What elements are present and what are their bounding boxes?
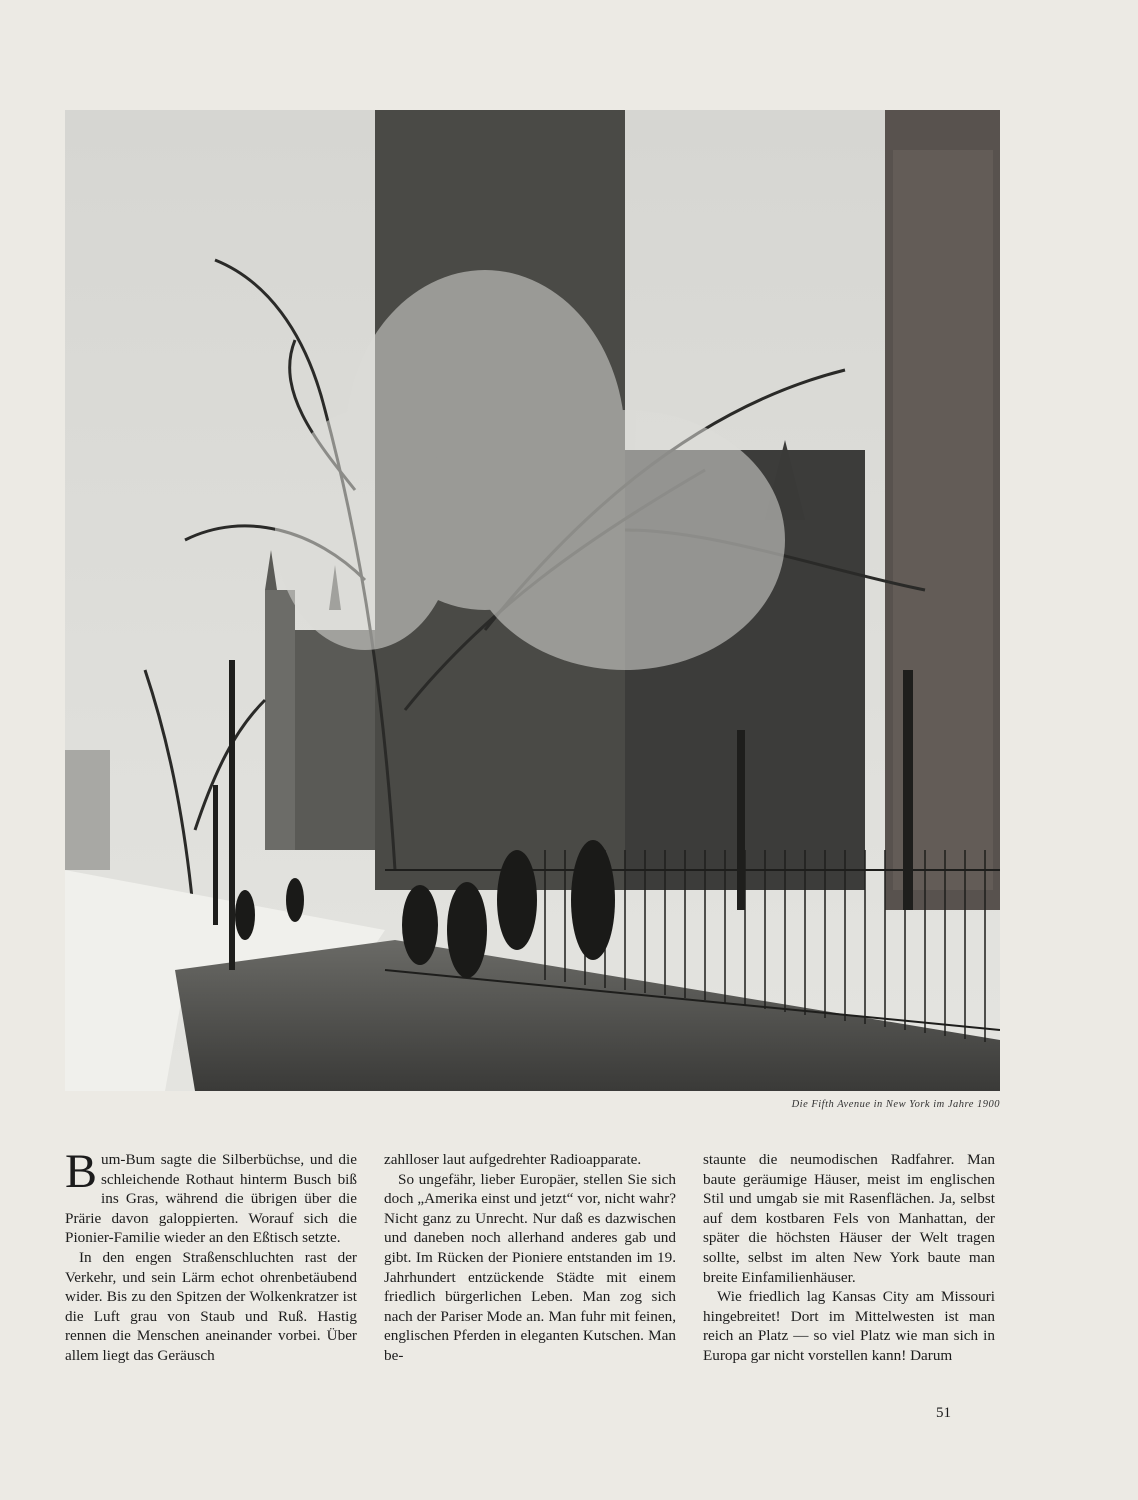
- text-column-3: [703, 1150, 995, 1366]
- paragraph: So ungefähr, lieber Europäer, stellen Sie sich doch „Amerika einst und jetzt“ vor, nicht wahr? Nicht ganz zu Unrecht. Nur daß es dazwischen und daneben noch allerhand anderes gab und gibt. Im Rücken der Pioniere entstanden im 19. Jahrhundert entzückende Städte mit einem friedlich bürgerlichen Leben. Man zog sich nach der Pariser Mode an. Man fuhr mit feinen, englischen Pferden in eleganten Kutschen. Man be-: [384, 1170, 676, 1364]
- photo-fifth-avenue: [65, 110, 1000, 1091]
- paragraph: staunte die neumodischen Radfahrer. Man baute geräumige Häuser, meist im englischen Stil und umgab sie mit Rasenflächen. Ja, selbst auf dem kostbaren Fels von Manhattan, der später die höchsten Häuser der Welt tragen sollte, selbst im alten New York baute man breite Einfamilienhäuser.: [703, 1151, 995, 1286]
- photo-caption: Die Fifth Avenue in New York im Jahre 1900: [791, 1099, 1000, 1110]
- page-number: 51: [936, 1405, 951, 1421]
- paragraph: Wie friedlich lag Kansas City am Missouri hingebreitet! Dort im Mittelwesten ist man reich an Platz — so viel Platz wie man sich in Europa gar nicht vorstellen kann! Darum: [703, 1288, 995, 1364]
- text-column-1: [65, 1145, 357, 1366]
- paragraph: [65, 1145, 357, 1248]
- paragraph-text: um-Bum sagte die Silberbüchse, und die schleichende Rothaut hinterm Busch biß ins Gras, während die übrigen über die Prärie davon galoppierten. Worauf sich die Pionier-Familie wieder an den Eßtisch setzte.: [65, 1151, 357, 1247]
- drop-cap: B: [65, 1145, 98, 1198]
- paragraph: zahlloser laut aufgedrehter Radioapparate.: [384, 1151, 642, 1168]
- paragraph: In den engen Straßenschluchten rast der Verkehr, und sein Lärm echot ohrenbetäubend wider. Bis zu den Spitzen der Wolkenkratzer ist die Luft grau von Staub und Ruß. Hastig rennen die Menschen aneinander vorbei. Über allem liegt das Geräusch: [65, 1248, 357, 1364]
- text-column-2: [384, 1150, 676, 1366]
